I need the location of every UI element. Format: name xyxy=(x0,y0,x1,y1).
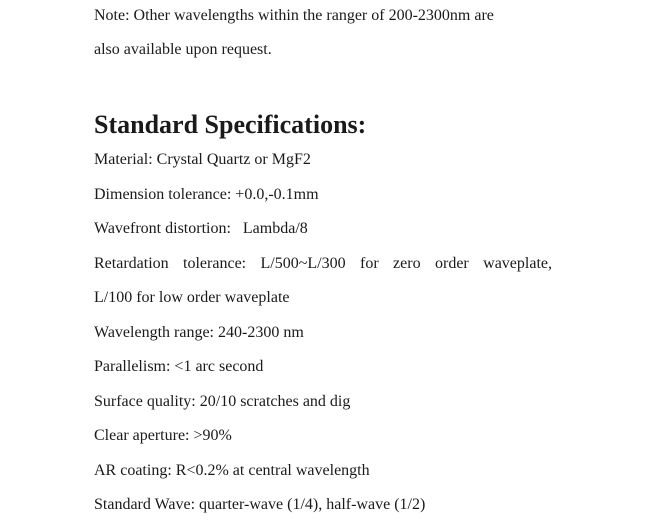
spec-standard-wave: Standard Wave: quarter-wave (1/4), half-wave (1/2) xyxy=(94,496,426,513)
section-heading: Standard Specifications: xyxy=(94,110,367,139)
note-line-1: Note: Other wavelengths within the ranger of 200-2300nm are xyxy=(94,7,494,24)
note-line-2: also available upon request. xyxy=(94,41,272,58)
spec-material: Material: Crystal Quartz or MgF2 xyxy=(94,151,311,168)
spec-parallelism: Parallelism: <1 arc second xyxy=(94,358,264,375)
spec-wavelength-range: Wavelength range: 240-2300 nm xyxy=(94,324,304,341)
spec-wavefront-distortion: Wavefront distortion: Lambda/8 xyxy=(94,220,308,237)
spec-surface-quality: Surface quality: 20/10 scratches and dig xyxy=(94,393,351,410)
spec-clear-aperture: Clear aperture: >90% xyxy=(94,427,232,444)
spec-dimension-tolerance: Dimension tolerance: +0.0,-0.1mm xyxy=(94,186,319,203)
spec-ar-coating: AR coating: R<0.2% at central wavelength xyxy=(94,462,370,479)
spec-retardation-tolerance-line-2: L/100 for low order waveplate xyxy=(94,289,290,306)
spec-retardation-tolerance-line-1: Retardation tolerance: L/500~L/300 for zero order waveplate, xyxy=(94,255,552,272)
